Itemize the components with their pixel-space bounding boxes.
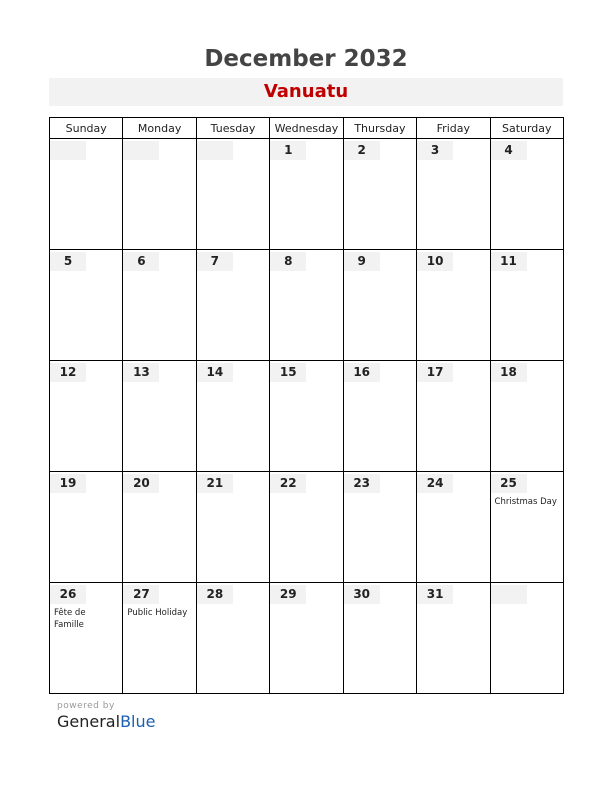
day-cell [270,139,343,250]
weekday-friday: Friday [417,118,490,139]
weekday-header-row [50,118,564,139]
day-cell [343,361,416,472]
day-number: 12 [50,363,86,382]
weekday-saturday: Saturday [490,118,563,139]
day-cell [123,361,196,472]
day-cell [417,472,490,583]
day-cell [270,361,343,472]
day-cell [123,583,196,694]
day-number: 16 [344,363,380,382]
weekday-monday: Monday [123,118,196,139]
powered-by-text: powered by [57,701,115,711]
day-cell [196,472,269,583]
day-number: 4 [491,141,527,160]
day-number: 23 [344,474,380,493]
day-number: 25 [491,474,527,493]
day-number: 15 [270,363,306,382]
brand-blue: Blue [120,712,156,731]
country-name: Vanuatu [49,78,563,106]
day-number: 24 [417,474,453,493]
day-number: 20 [123,474,159,493]
day-cell [270,583,343,694]
day-cell [343,583,416,694]
day-number: 6 [123,252,159,271]
day-number: 8 [270,252,306,271]
week-row [50,361,564,472]
day-cell [417,583,490,694]
day-cell [490,583,563,694]
day-number: 11 [491,252,527,271]
page-title: December 2032 [204,46,408,72]
day-cell [490,361,563,472]
day-cell [270,472,343,583]
empty-day-marker [491,585,527,604]
brand-logo [57,712,155,731]
holiday-label: Christmas Day [494,497,557,507]
week-row [50,583,564,694]
day-cell [270,250,343,361]
day-cell [490,472,563,583]
day-cell [490,250,563,361]
day-number: 7 [197,252,233,271]
day-number: 19 [50,474,86,493]
day-cell [50,583,123,694]
day-cell [196,250,269,361]
day-cell [50,250,123,361]
day-cell [50,139,123,250]
day-cell [343,472,416,583]
day-number: 26 [50,585,86,604]
day-cell [490,139,563,250]
day-number: 21 [197,474,233,493]
day-number: 2 [344,141,380,160]
day-cell [123,250,196,361]
day-number: 30 [344,585,380,604]
weekday-thursday: Thursday [343,118,416,139]
weekday-tuesday: Tuesday [196,118,269,139]
empty-day-marker [123,141,159,160]
day-number: 17 [417,363,453,382]
day-number: 18 [491,363,527,382]
day-number: 5 [50,252,86,271]
calendar-grid [49,117,564,694]
day-cell [50,361,123,472]
day-number: 31 [417,585,453,604]
day-number: 27 [123,585,159,604]
day-cell [417,139,490,250]
day-number: 1 [270,141,306,160]
day-number: 3 [417,141,453,160]
holiday-label: Public Holiday [127,608,188,618]
day-cell [196,139,269,250]
day-cell [343,250,416,361]
day-cell [196,361,269,472]
empty-day-marker [197,141,233,160]
day-number: 14 [197,363,233,382]
week-row [50,139,564,250]
week-row [50,472,564,583]
day-cell [417,250,490,361]
day-number: 22 [270,474,306,493]
day-cell [196,583,269,694]
day-number: 29 [270,585,306,604]
empty-day-marker [50,141,86,160]
day-number: 13 [123,363,159,382]
day-cell [417,361,490,472]
day-number: 10 [417,252,453,271]
weekday-wednesday: Wednesday [270,118,343,139]
holiday-label: Fête de Famille [54,608,86,630]
week-row [50,250,564,361]
weekday-sunday: Sunday [50,118,123,139]
day-number: 9 [344,252,380,271]
day-cell [343,139,416,250]
brand-general: General [57,712,121,731]
footer-branding [57,701,155,731]
day-cell [50,472,123,583]
day-number: 28 [197,585,233,604]
day-cell [123,472,196,583]
day-cell [123,139,196,250]
